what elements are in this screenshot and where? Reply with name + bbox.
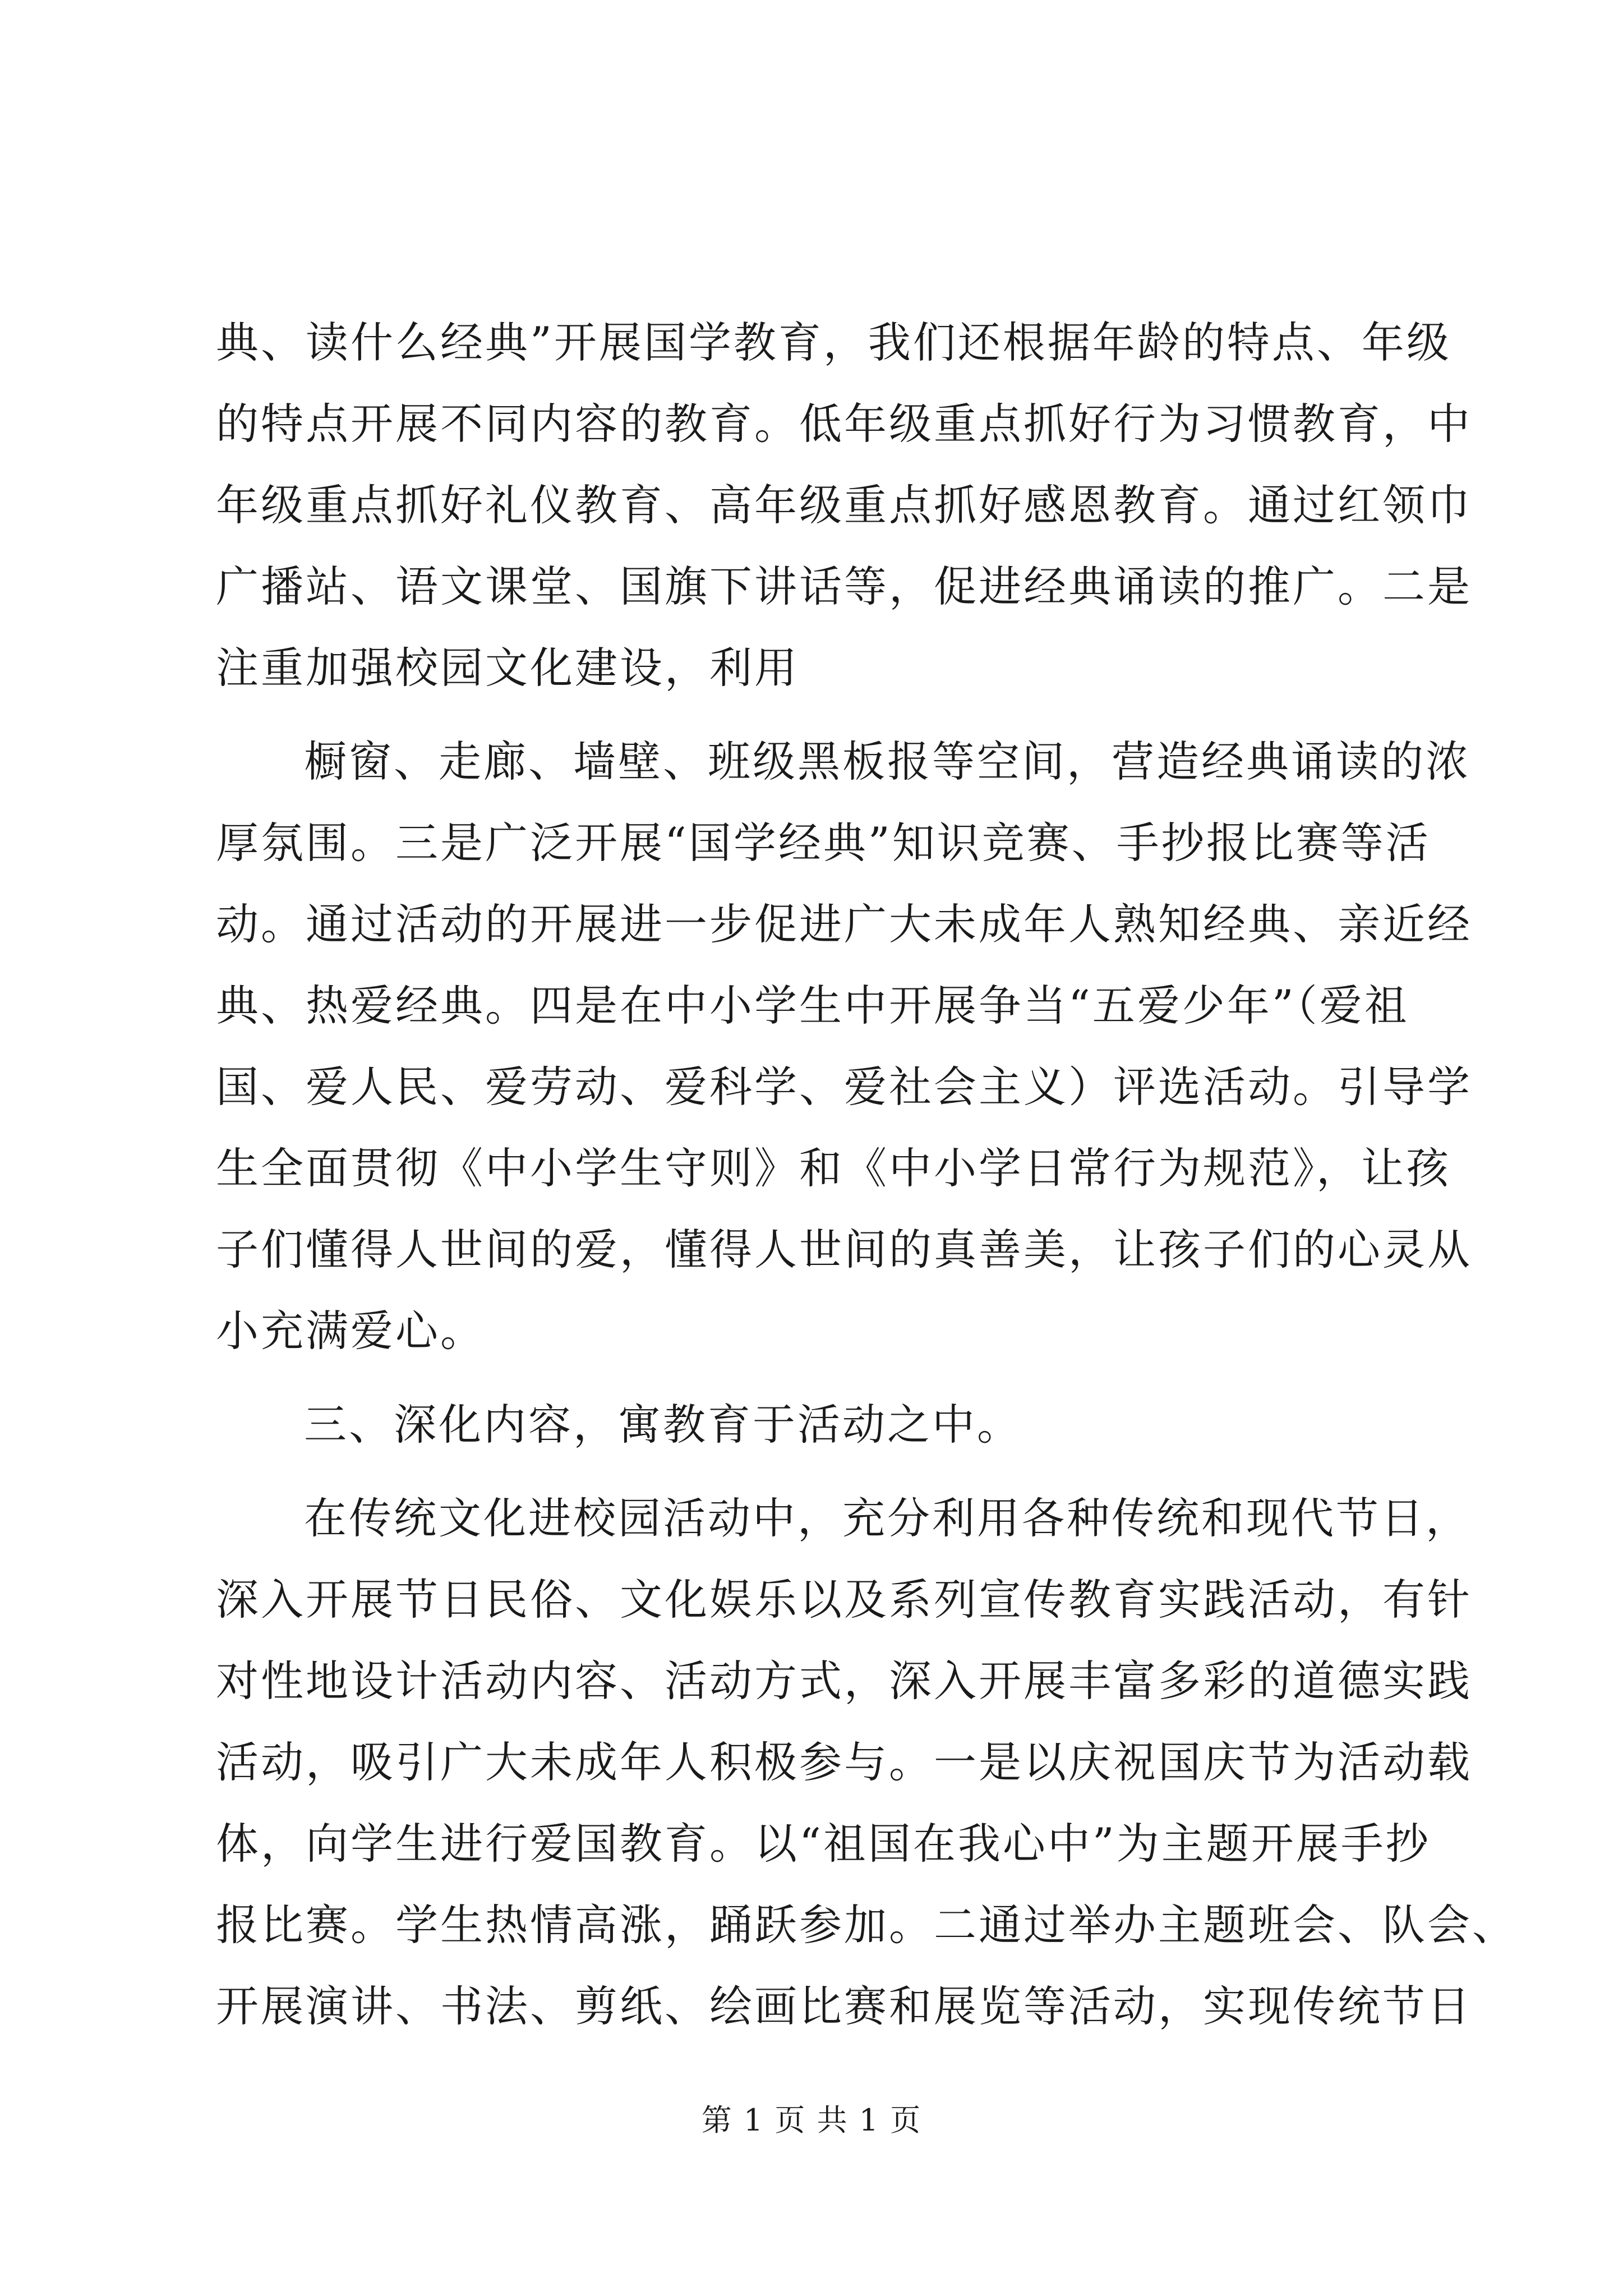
page-footer: 第 1 页 共 1 页 — [701, 2102, 922, 2138]
section-heading: 三、深化内容，寓教育于活动之中。 — [304, 1400, 1022, 1450]
text-line: 典、热爱经典。四是在中小学生中开展争当“五爱少年”（爱祖 — [216, 981, 1409, 1030]
text-line: 体，向学生进行爱国教育。以“祖国在我心中”为主题开展手抄 — [216, 1819, 1431, 1869]
text-line: 注重加强校园文化建设，利用 — [216, 643, 799, 693]
text-line: 广播站、语文课堂、国旗下讲话等，促进经典诵读的推广。二是 — [216, 562, 1472, 611]
text-line: 年级重点抓好礼仪教育、高年级重点抓好感恩教育。通过红领巾 — [216, 480, 1472, 530]
text-line: 橱窗、走廊、墙壁、班级黑板报等空间，营造经典诵读的浓 — [304, 737, 1470, 786]
text-line: 动。通过活动的开展进一步促进广大未成年人熟知经典、亲近经 — [216, 899, 1472, 949]
text-line: 报比赛。学生热情高涨，踊跃参加。二通过举办主题班会、队会、 — [216, 1900, 1517, 1950]
text-line: 典、读什么经典”开展国学教育，我们还根据年龄的特点、年级 — [216, 318, 1451, 367]
text-line: 厚氛围。三是广泛开展“国学经典”知识竞赛、手抄报比赛等活 — [216, 818, 1431, 868]
text-line: 国、爱人民、爱劳动、爱科学、爱社会主义）评选活动。引导学 — [216, 1062, 1472, 1112]
text-line: 的特点开展不同内容的教育。低年级重点抓好行为习惯教育，中 — [216, 399, 1472, 449]
text-line: 深入开展节日民俗、文化娱乐以及系列宣传教育实践活动，有针 — [216, 1575, 1472, 1625]
text-line: 活动，吸引广大未成年人积极参与。一是以庆祝国庆节为活动载 — [216, 1737, 1472, 1787]
document-body — [216, 302, 1517, 2047]
text-line: 小充满爱心。 — [216, 1306, 485, 1356]
text-line: 在传统文化进校园活动中，充分利用各种传统和现代节日， — [304, 1493, 1470, 1543]
text-line: 生全面贯彻《中小学生守则》和《中小学日常行为规范》，让孩 — [216, 1143, 1451, 1193]
text-line: 子们懂得人世间的爱，懂得人世间的真善美，让孩子们的心灵从 — [216, 1225, 1472, 1274]
text-line: 开展演讲、书法、剪纸、绘画比赛和展览等活动，实现传统节日 — [216, 1981, 1472, 2031]
text-line: 对性地设计活动内容、活动方式，深入开展丰富多彩的道德实践 — [216, 1656, 1472, 1706]
